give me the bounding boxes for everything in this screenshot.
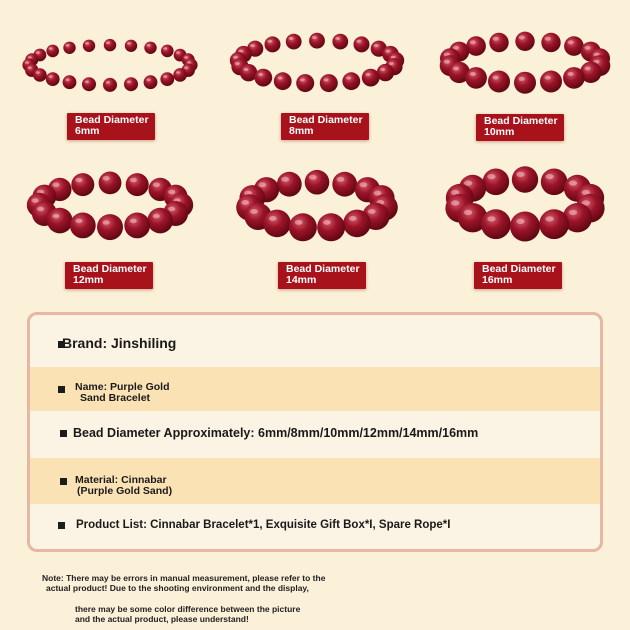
bead-highlight <box>49 47 53 50</box>
size-label-caption: Bead Diameter <box>289 114 363 126</box>
bead <box>46 72 60 86</box>
bracelet-image-14mm <box>212 160 422 250</box>
bead-highlight <box>356 40 361 43</box>
bead <box>539 209 569 239</box>
bead-highlight <box>36 71 40 74</box>
bead <box>488 71 510 93</box>
bead <box>83 40 95 52</box>
bead-highlight <box>28 66 32 69</box>
bracelet-image-16mm <box>420 158 630 248</box>
bead <box>160 72 174 86</box>
bead-highlight <box>106 41 110 44</box>
bead <box>46 45 59 58</box>
bead-highlight <box>28 56 32 59</box>
product-details-card <box>27 312 603 552</box>
bead-highlight <box>75 219 82 224</box>
size-label-10mm <box>476 114 564 141</box>
bead <box>70 213 96 239</box>
bead-highlight <box>380 68 385 71</box>
diameter-text: Bead Diameter Approximately: 6mm/8mm/10mm/12mm/14mm/16mm <box>73 426 479 440</box>
size-label-8mm <box>281 113 369 140</box>
bead <box>173 68 187 82</box>
size-label-caption: Bead Diameter <box>286 263 360 275</box>
bead-highlight <box>519 36 525 40</box>
bead <box>512 166 538 192</box>
bracelet-cell-10mm <box>420 22 630 172</box>
bead <box>286 34 302 50</box>
bead <box>263 210 291 238</box>
bead-highlight <box>250 44 255 47</box>
material-text-line2: (Purple Gold Sand) <box>77 485 173 497</box>
bead <box>481 209 511 239</box>
size-label-caption: Bead Diameter <box>75 114 149 126</box>
bead <box>33 68 47 82</box>
bead-highlight <box>516 172 524 177</box>
bead-highlight <box>545 174 553 179</box>
bead <box>540 71 562 93</box>
bead-highlight <box>337 177 345 182</box>
note-line-4: and the actual product, please understand! <box>75 614 249 624</box>
bead-highlight <box>258 182 266 187</box>
bead-highlight <box>65 44 69 47</box>
bead-highlight <box>106 81 110 84</box>
bead <box>332 34 348 50</box>
bead <box>104 39 116 51</box>
bead-highlight <box>323 220 331 225</box>
bead-highlight <box>309 175 317 180</box>
size-label-value: 16mm <box>482 274 513 286</box>
bead-highlight <box>569 210 577 215</box>
bead <box>71 173 94 196</box>
bead <box>354 36 370 52</box>
bead <box>289 213 317 241</box>
bracelet-cell-6mm <box>5 25 215 175</box>
bead <box>541 169 568 196</box>
bead-highlight <box>493 76 499 80</box>
size-label-16mm <box>474 262 562 289</box>
bead-highlight <box>233 56 238 59</box>
bead-highlight <box>153 214 160 219</box>
bead <box>161 45 174 58</box>
bead-highlight <box>349 216 357 221</box>
bead-highlight <box>32 198 39 203</box>
bead-highlight <box>444 60 450 64</box>
bead-highlight <box>545 37 551 41</box>
bead-highlight <box>36 51 40 54</box>
bead-highlight <box>519 77 525 81</box>
bead-highlight <box>324 78 329 81</box>
bead <box>124 77 138 91</box>
bead-highlight <box>464 180 472 185</box>
bead-highlight <box>65 79 69 82</box>
bead-highlight <box>584 67 590 71</box>
bead-highlight <box>359 182 367 187</box>
bead <box>47 208 73 234</box>
bead-highlight <box>470 72 476 76</box>
bracelet-image-12mm <box>5 160 215 250</box>
bead-highlight <box>269 216 277 221</box>
bead-highlight <box>374 191 382 196</box>
bead-highlight <box>103 220 110 225</box>
size-label-caption: Bead Diameter <box>73 263 147 275</box>
bead-highlight <box>584 46 590 50</box>
bead-highlight <box>267 40 272 43</box>
bead <box>332 172 357 197</box>
bead <box>125 40 137 52</box>
bead-highlight <box>187 61 191 64</box>
bead <box>514 72 536 94</box>
bead-highlight <box>389 62 394 65</box>
note-line-3: there may be some color difference between the picture <box>75 604 301 614</box>
bead <box>97 214 123 240</box>
bead-highlight <box>366 73 371 76</box>
bullet-icon <box>60 430 67 437</box>
bead <box>563 67 585 89</box>
bead-highlight <box>568 72 574 76</box>
size-label-caption: Bead Diameter <box>482 263 556 275</box>
bead-highlight <box>545 216 553 221</box>
detail-row-material <box>30 458 600 504</box>
size-label-value: 10mm <box>484 126 515 138</box>
detail-row-product-list <box>30 504 600 552</box>
bead-highlight <box>184 66 188 69</box>
bead-highlight <box>241 200 249 205</box>
detail-row-brand <box>30 315 600 367</box>
bracelet-image-10mm <box>420 22 630 102</box>
size-label-12mm <box>65 262 153 289</box>
bracelet-cell-8mm <box>212 22 422 172</box>
bead-highlight <box>130 178 137 183</box>
bead <box>465 67 487 89</box>
bead-highlight <box>493 37 499 41</box>
bead-highlight <box>85 42 89 45</box>
brand-text: Brand: Jinshiling <box>62 335 177 351</box>
bead-highlight <box>289 37 294 40</box>
bead-highlight <box>176 71 180 74</box>
bead <box>489 33 508 52</box>
bead-highlight <box>464 210 472 215</box>
bead-highlight <box>184 56 188 59</box>
size-label-value: 12mm <box>73 274 104 286</box>
bead-highlight <box>168 207 175 212</box>
bead <box>277 172 302 197</box>
bead-highlight <box>37 207 44 212</box>
bead <box>343 210 371 238</box>
bead-highlight <box>163 75 167 78</box>
bead-highlight <box>52 214 59 219</box>
bullet-icon <box>58 386 65 393</box>
bead <box>63 75 77 89</box>
bead-highlight <box>470 40 476 44</box>
bead <box>144 42 156 54</box>
bead-highlight <box>453 67 459 71</box>
size-label-14mm <box>278 262 366 289</box>
bead <box>296 74 314 92</box>
bracelet-image-8mm <box>212 22 422 102</box>
bead-highlight <box>163 47 167 50</box>
bead-highlight <box>75 178 82 183</box>
bead <box>564 36 584 56</box>
bead-highlight <box>368 209 376 214</box>
size-label-value: 14mm <box>286 274 317 286</box>
bead-highlight <box>568 40 574 44</box>
bead-highlight <box>385 50 390 53</box>
bead-highlight <box>235 62 240 65</box>
bullet-icon <box>58 522 65 529</box>
bead <box>510 212 540 242</box>
bead-highlight <box>85 81 89 84</box>
detail-row-name <box>30 367 600 411</box>
bead-highlight <box>49 75 53 78</box>
bead <box>483 169 510 196</box>
detail-row-diameter <box>30 411 600 458</box>
bead <box>254 69 272 87</box>
bead-highlight <box>312 36 317 39</box>
bead <box>274 72 292 90</box>
bead-highlight <box>569 180 577 185</box>
bead <box>541 33 560 52</box>
bead <box>265 36 281 52</box>
bead <box>99 172 122 195</box>
bead-highlight <box>300 78 305 81</box>
bead-highlight <box>25 61 29 64</box>
bead <box>63 42 75 54</box>
bead <box>147 208 173 234</box>
bead <box>320 74 338 92</box>
bead-highlight <box>278 76 283 79</box>
bead <box>144 75 158 89</box>
bead <box>82 77 96 91</box>
bracelet-image-6mm <box>5 25 215 105</box>
bead <box>342 72 360 90</box>
bead-highlight <box>258 73 263 76</box>
bead <box>124 213 150 239</box>
bead-highlight <box>335 37 340 40</box>
bead <box>309 33 325 49</box>
product-list-text: Product List: Cinnabar Bracelet*1, Exquisite Gift Box*I, Spare Rope*I <box>76 519 451 531</box>
note-line-2: actual product! Due to the shooting environment and the display, <box>46 583 309 593</box>
bead <box>103 78 117 92</box>
bead-highlight <box>176 51 180 54</box>
bead <box>466 36 486 56</box>
bead-highlight <box>487 174 495 179</box>
note-line-1: Note: There may be errors in manual measurement, please refer to the <box>42 573 326 583</box>
size-label-value: 6mm <box>75 125 100 137</box>
bead-highlight <box>451 200 459 205</box>
bead-highlight <box>281 177 289 182</box>
bead-highlight <box>146 44 150 47</box>
bead-highlight <box>103 176 110 181</box>
bead-highlight <box>52 183 59 188</box>
bead <box>362 69 380 87</box>
bead-highlight <box>516 219 524 224</box>
bead-highlight <box>130 219 137 224</box>
bead <box>126 173 149 196</box>
bead-highlight <box>374 44 379 47</box>
bead <box>515 32 534 51</box>
bead-highlight <box>487 216 495 221</box>
size-label-value: 8mm <box>289 125 314 137</box>
bead-highlight <box>146 79 150 82</box>
name-text-line1: Name: Purple Gold <box>75 381 170 393</box>
bead <box>317 213 345 241</box>
bead-highlight <box>545 76 551 80</box>
size-label-6mm <box>67 113 155 140</box>
bead-highlight <box>153 183 160 188</box>
size-label-caption: Bead Diameter <box>484 115 558 127</box>
bead-highlight <box>168 190 175 195</box>
bead <box>305 170 330 195</box>
bead-highlight <box>346 76 351 79</box>
bullet-icon <box>60 478 67 485</box>
bead-highlight <box>243 68 248 71</box>
bead-highlight <box>127 81 131 84</box>
bead-highlight <box>127 42 131 45</box>
name-text-line2: Sand Bracelet <box>80 392 151 404</box>
bead-highlight <box>295 220 303 225</box>
bead-highlight <box>250 209 258 214</box>
material-text-line1: Material: Cinnabar <box>75 474 167 486</box>
